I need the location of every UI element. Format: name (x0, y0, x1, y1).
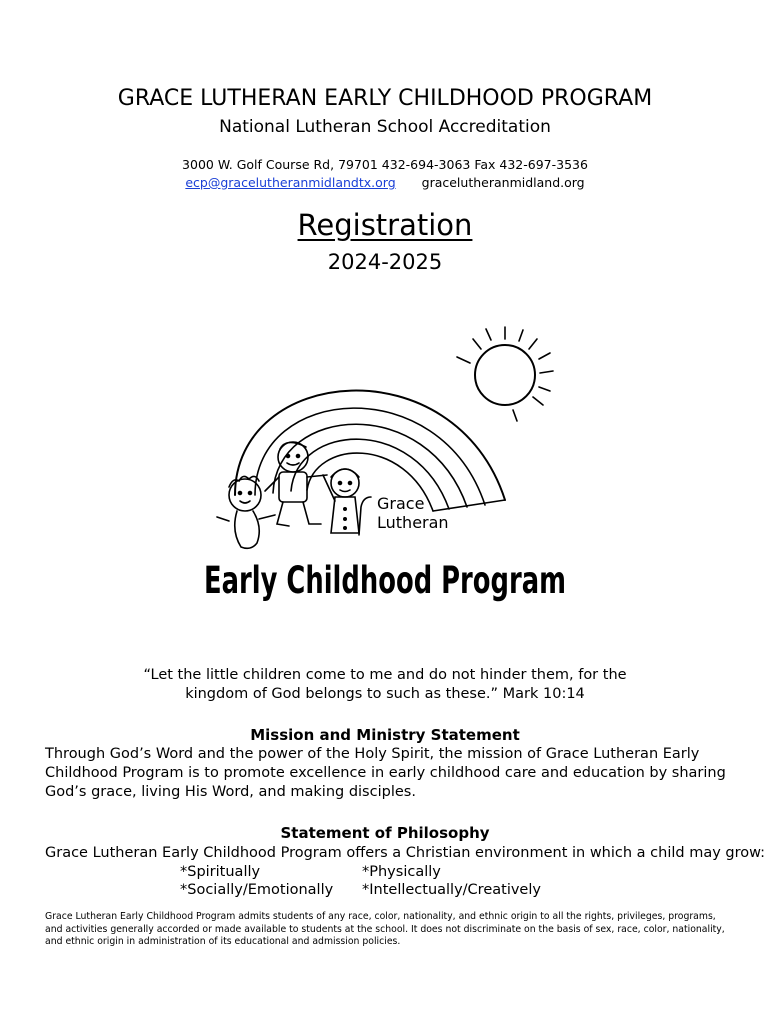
page-title: Registration (297, 208, 473, 242)
quote-line-1: “Let the little children come to me and do not hinder them, for the (143, 667, 627, 683)
quality-item: *Physically (362, 864, 441, 880)
mission-text: Through God’s Word and the power of the Holy Spirit, the mission of Grace Lutheran Early Childhood Program is to promote excellence in early childhood care and education by sharing God’s grace, living His Word, and making disciples. (45, 746, 726, 800)
nondiscrimination-statement: Grace Lutheran Early Childhood Program admits students of any race, color, nationality, and ethnic origin to all the rights, privileges, programs, and activities generally accorded or made available to students at the school. It does not discriminate on the basis of sex, race, color, nationality, and ethnic origin in administration of its educational and admission policies. (45, 911, 725, 947)
school-year: 2024-2025 (327, 250, 443, 274)
accreditation-line: National Lutheran School Accreditation (219, 117, 551, 137)
quality-item: *Intellectually/Creatively (362, 882, 541, 898)
logo-label-lutheran: Lutheran (377, 513, 449, 532)
mission-heading: Mission and Ministry Statement (250, 726, 520, 744)
school-name: GRACE LUTHERAN EARLY CHILDHOOD PROGRAM (117, 86, 653, 111)
program-logo (195, 325, 575, 615)
logo-program-text: Early Childhood Program (204, 559, 566, 602)
philosophy-intro: Grace Lutheran Early Childhood Program offers a Christian environment in which a child may grow: (45, 845, 766, 861)
sun-icon (457, 327, 553, 421)
scripture-quote (0, 666, 770, 704)
child-drawing-left (217, 476, 275, 548)
child-drawing-right (323, 469, 371, 535)
contact-line (0, 175, 770, 190)
email-link[interactable]: ecp@gracelutheranmidlandtx.org (185, 175, 396, 190)
rainbow-icon (235, 391, 505, 511)
website-text: gracelutheranmidland.org (421, 175, 585, 190)
logo-label-grace: Grace (377, 494, 425, 513)
address-line: 3000 W. Golf Course Rd, 79701 432-694-3063 Fax 432-697-3536 (182, 157, 588, 172)
quote-line-2: kingdom of God belongs to such as these.” Mark 10:14 (185, 686, 585, 702)
philosophy-heading: Statement of Philosophy (280, 824, 490, 842)
quality-item: *Socially/Emotionally (180, 882, 334, 898)
quality-item: *Spiritually (180, 864, 261, 880)
